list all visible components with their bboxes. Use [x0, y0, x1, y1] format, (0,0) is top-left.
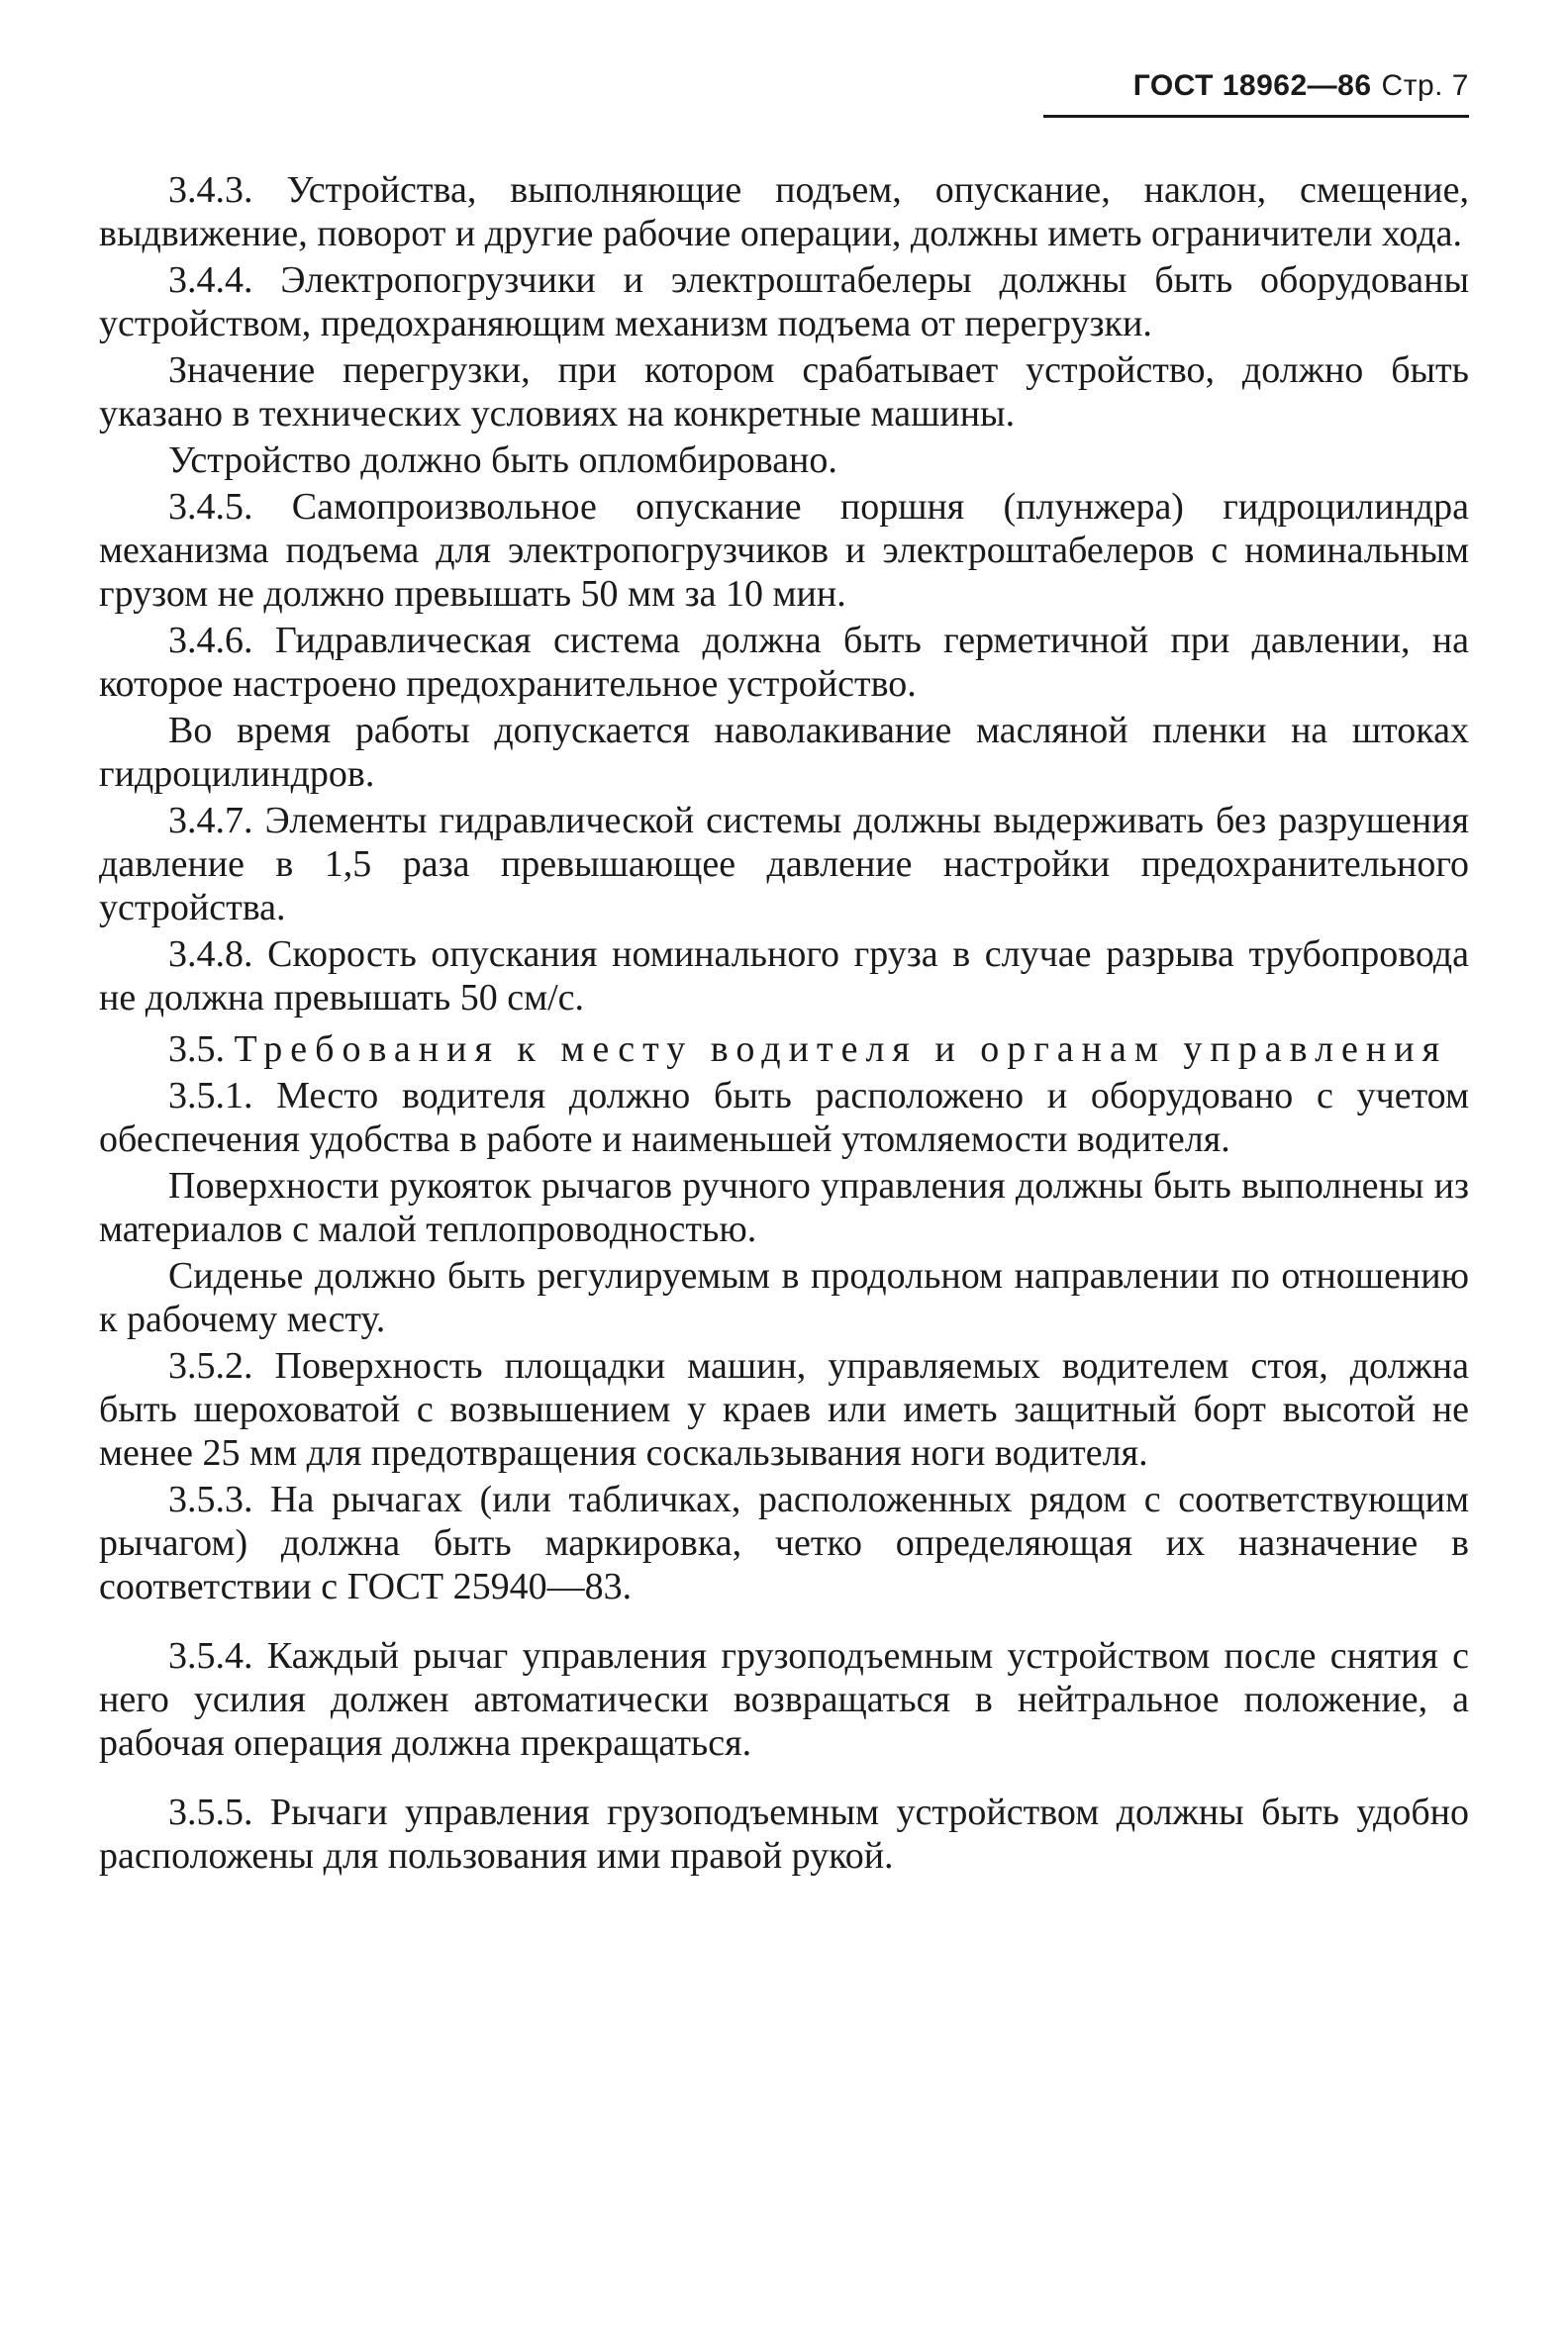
paragraph-seat: Сиденье должно быть регулируемым в продольном направлении по отношению к рабочему месту.	[99, 1255, 1469, 1340]
paragraph-oil-film: Во время работы допускается наволакивание масляной пленки на штоках гидроцилиндров.	[99, 710, 1469, 795]
page-header	[1133, 69, 1469, 103]
page-number: Стр. 7	[1381, 69, 1469, 102]
paragraph-3-5-5: 3.5.5. Рычаги управления грузоподъемным устройством должны быть удобно расположены для пользования ими правой рукой.	[99, 1792, 1469, 1877]
paragraph-handles: Поверхности рукояток рычагов ручного управления должны быть выполнены из материалов с малой теплопроводностью.	[99, 1165, 1469, 1250]
paragraph-3-5-2: 3.5.2. Поверхность площадки машин, управляемых водителем стоя, должна быть шероховатой с возвышением у краев или иметь защитный борт высотой не менее 25 мм для предотвращения соскальзывания ноги водителя.	[99, 1345, 1469, 1474]
paragraph-3-4-7: 3.4.7. Элементы гидравлической системы должны выдерживать без разрушения давление в 1,5 раза превышающее давление настройки предохранительного устройства.	[99, 800, 1469, 928]
section-number: 3.5.	[168, 1028, 225, 1070]
paragraph-3-4-4: 3.4.4. Электропогрузчики и электроштабелеры должны быть оборудованы устройством, предохраняющим механизм подъема от перегрузки.	[99, 259, 1469, 344]
paragraph-3-4-5: 3.4.5. Самопроизвольное опускание поршня (плунжера) гидроцилиндра механизма подъема для электропогрузчиков и электроштабелеров с номинальным грузом не должно превышать 50 мм за 10 мин.	[99, 486, 1469, 615]
section-title: Требования к месту водителя и органам управления	[234, 1028, 1448, 1070]
paragraph-3-5-4: 3.5.4. Каждый рычаг управления грузоподъемным устройством после снятия с него усилия должен автоматически возвращаться в нейтральное положение, а рабочая операция должна прекращаться.	[99, 1635, 1469, 1764]
paragraph-3-5-3: 3.5.3. На рычагах (или табличках, расположенных рядом с соответствующим рычагом) должна быть маркировка, четко определяющая их назначение в соответствии с ГОСТ 25940—83.	[99, 1479, 1469, 1607]
paragraph-overload-value: Значение перегрузки, при котором срабатывает устройство, должно быть указано в технических условиях на конкретные машины.	[99, 349, 1469, 435]
document-body	[99, 168, 1469, 1881]
paragraph-3-4-3: 3.4.3. Устройства, выполняющие подъем, опускание, наклон, смещение, выдвижение, поворот и другие рабочие операции, должны иметь ограничители хода.	[99, 169, 1469, 254]
header-rule	[1043, 115, 1469, 118]
paragraph-3-4-6: 3.4.6. Гидравлическая система должна быть герметичной при давлении, на которое настроено предохранительное устройство.	[99, 620, 1469, 705]
paragraph-3-5-1: 3.5.1. Место водителя должно быть расположено и оборудовано с учетом обеспечения удобства в работе и наименьшей утомляемости водителя.	[99, 1075, 1469, 1160]
standard-number: ГОСТ 18962—86	[1132, 69, 1372, 102]
paragraph-3-4-8: 3.4.8. Скорость опускания номинального груза в случае разрыва трубопровода не должна превышать 50 см/с.	[99, 933, 1469, 1018]
section-heading-3-5	[99, 1027, 1469, 1071]
paragraph-sealed: Устройство должно быть опломбировано.	[168, 439, 837, 481]
